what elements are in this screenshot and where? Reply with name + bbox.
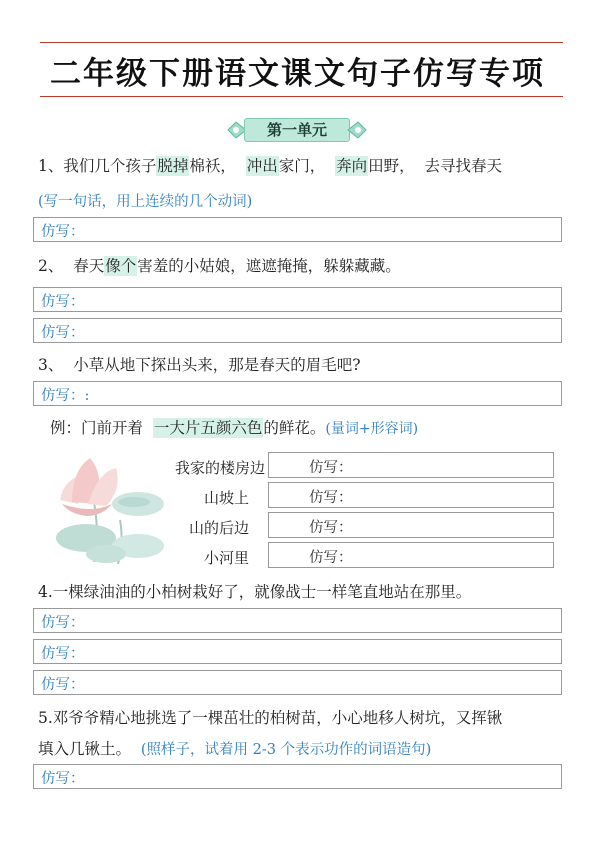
title-bottom-rule xyxy=(40,96,563,97)
q2-keyword: 像个 xyxy=(105,257,137,275)
example-answer-box-2[interactable] xyxy=(268,482,554,508)
example-hint: (量词+形容词) xyxy=(325,421,419,437)
example-post: 的鲜花。 xyxy=(263,419,326,437)
unit-title: 第一单元 xyxy=(244,118,350,142)
q5-answer-box[interactable] xyxy=(33,764,562,789)
q1-verb-1: 脱掉 xyxy=(157,157,189,175)
q1-text-4: 去寻找春天 xyxy=(424,157,503,175)
q5-line2-text: 填入几锹土。 xyxy=(38,740,132,758)
q1-hint: (写一句话，用上连续的几个动词) xyxy=(38,194,253,210)
q1-text-3: 田野， xyxy=(368,157,415,175)
q4-answer-box-3[interactable] xyxy=(33,670,562,695)
title-top-rule xyxy=(40,42,563,43)
q4-write-label-3: 仿写： xyxy=(41,677,85,693)
q5-hint: (照样子，试着用 2-3 个表示功作的词语造句) xyxy=(140,742,432,758)
q4-write-label-1: 仿写： xyxy=(41,615,85,631)
q3-write-label: 仿写：: xyxy=(41,388,90,404)
example-highlight: 一大片五颜六色 xyxy=(153,419,263,437)
question-3 xyxy=(38,353,361,375)
badge-right-ornament-icon xyxy=(346,119,368,141)
example-answer-box-1[interactable] xyxy=(268,452,554,478)
question-2 xyxy=(38,254,401,276)
example-write-label-2: 仿写： xyxy=(309,490,353,506)
q2-answer-box-2[interactable] xyxy=(33,318,562,343)
q2-rest: 害羞的小姑娘，遮遮掩掩，躲躲藏藏。 xyxy=(137,257,401,275)
question-5-line-1: 5.邓爷爷精心地挑选了一棵茁壮的柏树苗，小心地移人树坑，又挥锹 xyxy=(38,709,503,727)
q1-verb-2: 冲出 xyxy=(246,157,278,175)
example-answer-box-4[interactable] xyxy=(268,542,554,568)
question-4: 4.一棵绿油油的小柏树栽好了，就像战士一样笔直地站在那里。 xyxy=(38,583,472,601)
example-write-label-4: 仿写： xyxy=(309,550,353,566)
question-1 xyxy=(38,154,502,176)
q2-write-label-1: 仿写： xyxy=(41,294,85,310)
example-row-label-2: 山坡上 xyxy=(203,489,249,507)
q3-answer-box[interactable] xyxy=(33,381,562,406)
q4-write-label-2: 仿写： xyxy=(41,646,85,662)
q3-num: 3、 xyxy=(38,356,64,374)
q2-answer-box-1[interactable] xyxy=(33,287,562,312)
example-answer-box-3[interactable] xyxy=(268,512,554,538)
q1-verb-3: 奔向 xyxy=(336,157,368,175)
q1-prefix: 1、我们几个孩子 xyxy=(38,157,157,175)
q3-text: 小草从地下探出头来，那是春天的眉毛吧? xyxy=(73,356,361,374)
example-row-label-3: 山的后边 xyxy=(188,519,249,537)
q4-answer-box-2[interactable] xyxy=(33,639,562,664)
q5-write-label: 仿写： xyxy=(41,771,85,787)
question-5-line-2 xyxy=(38,737,431,759)
q1-text-2: 家门， xyxy=(278,157,326,175)
q2-pre: 春天 xyxy=(73,257,105,275)
q1-text-1: 棉袄， xyxy=(189,157,236,175)
page-title: 二年级下册语文课文句子仿写专项 xyxy=(50,56,545,92)
q1-write-label: 仿写： xyxy=(41,224,85,240)
example-write-label-3: 仿写： xyxy=(309,520,353,536)
q1-answer-box[interactable] xyxy=(33,217,562,242)
example-prefix: 例：门前开着 xyxy=(50,419,144,437)
example-line xyxy=(50,416,418,438)
q4-answer-box-1[interactable] xyxy=(33,608,562,633)
q2-write-label-2: 仿写： xyxy=(41,325,85,341)
q2-num: 2、 xyxy=(38,257,64,275)
example-write-label-1: 仿写： xyxy=(309,460,353,476)
unit-badge xyxy=(226,118,368,142)
example-row-label-4: 小河里 xyxy=(203,549,249,567)
example-row-label-1: 我家的楼房边 xyxy=(174,459,265,477)
